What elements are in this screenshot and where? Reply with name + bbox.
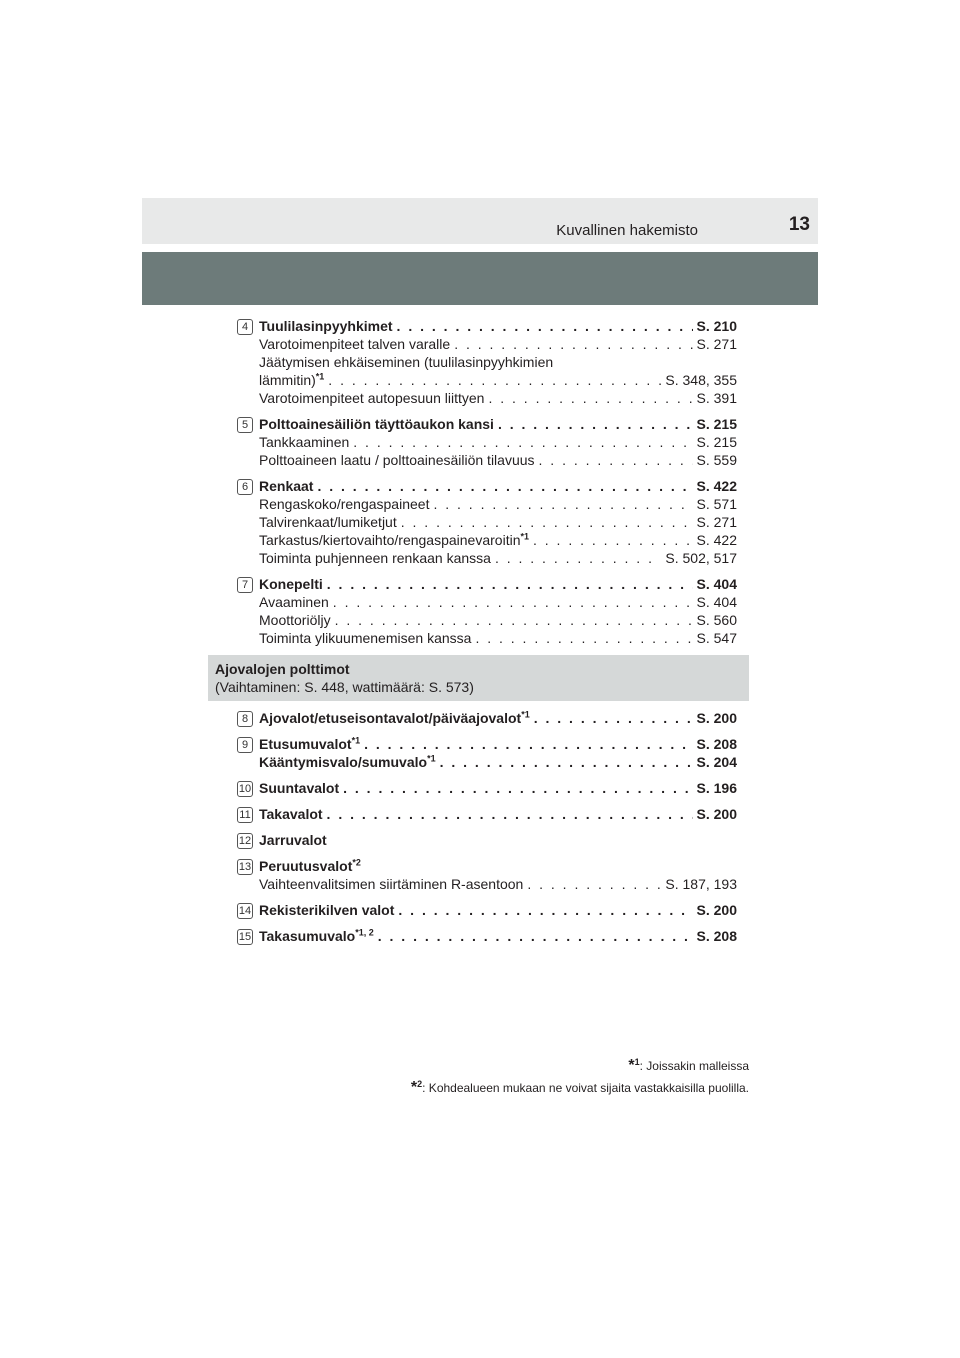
header-band <box>142 198 818 244</box>
footnotes <box>411 1055 749 1099</box>
dot-leader <box>327 805 693 823</box>
entry-heading <box>259 477 737 495</box>
index-entry <box>237 477 737 567</box>
entry-text: Rengaskoko/rengaspaineet <box>259 496 430 512</box>
page-reference: S. 348, 355 <box>665 372 737 388</box>
entry-heading <box>259 317 737 335</box>
dot-leader <box>488 389 692 407</box>
page-reference: S. 560 <box>696 612 737 628</box>
entry-number-badge: 15 <box>238 931 252 943</box>
entry-number-badge: 6 <box>237 479 253 495</box>
entry-text: Tankkaaminen <box>259 434 350 450</box>
page-reference: S. 200 <box>696 806 737 822</box>
entry-text: Takasumuvalo$^{*1, 2}$ <box>259 927 374 944</box>
dot-leader <box>398 901 692 919</box>
page-reference: S. 391 <box>696 390 737 406</box>
footnote-mark: *1 <box>521 709 530 720</box>
dot-leader <box>534 709 693 727</box>
footnote-2: *$^2$: Kohdealueen mukaan ne voivat sijaita vastakkaisilla puolilla. <box>410 1079 749 1096</box>
entry-subitem <box>259 353 737 371</box>
entry-text: Jarruvalot <box>259 832 327 848</box>
index-entry <box>237 805 737 823</box>
page-reference: S. 200 <box>696 902 737 918</box>
entry-heading <box>259 927 737 945</box>
footnote-mark: *1 <box>315 371 325 382</box>
entry-subitem <box>259 389 737 407</box>
entry-heading <box>259 575 737 593</box>
index-entry <box>237 575 737 647</box>
dot-leader <box>498 415 693 433</box>
index-entry <box>237 831 737 849</box>
entry-text: Polttoaineen laatu / polttoainesäiliön tilavuus <box>259 452 535 468</box>
entry-heading <box>259 735 737 753</box>
index-entry <box>237 901 737 919</box>
entry-number-badge: 8 <box>237 711 253 727</box>
page-reference: S. 200 <box>696 710 737 726</box>
footnote-mark: *1 <box>351 735 361 746</box>
footnote-mark: *1 <box>520 531 529 542</box>
entry-subitem <box>259 495 737 513</box>
entry-text: Ajovalot/etuseisontavalot/päiväajovalot$^{*1}$ <box>259 709 530 726</box>
page-reference: S. 210 <box>696 318 737 334</box>
page-reference: S. 215 <box>696 434 737 450</box>
entry-text: lämmitin)$^{*1}$ <box>259 371 325 388</box>
index-entry <box>237 857 737 893</box>
entry-number-badge: 7 <box>237 577 253 593</box>
entry-number-badge: 9 <box>237 737 253 753</box>
page-reference: S. 215 <box>696 416 737 432</box>
dot-leader <box>353 433 692 451</box>
dot-leader <box>333 593 693 611</box>
index-entry <box>237 779 737 797</box>
footnote-mark: *1 <box>427 753 436 764</box>
page-reference: S. 547 <box>696 630 737 646</box>
page-reference: S. 404 <box>696 594 737 610</box>
dot-leader <box>475 629 692 647</box>
entry-subitem <box>259 875 737 893</box>
entry-number-badge: 14 <box>238 905 252 917</box>
dot-leader <box>454 335 692 353</box>
page-reference: S. 422 <box>696 532 737 548</box>
index-entry <box>237 927 737 945</box>
page-reference: S. 271 <box>696 514 737 530</box>
entry-subitem <box>259 371 737 389</box>
entry-subitem <box>259 513 737 531</box>
footnote-mark: *1, 2 <box>355 927 374 938</box>
entry-subitem <box>259 433 737 451</box>
page-reference: S. 196 <box>696 780 737 796</box>
entry-subitem <box>259 593 737 611</box>
page-reference: S. 208 <box>696 736 737 752</box>
entry-text: Tarkastus/kiertovaihto/rengaspainevaroitin$^{*1}$ <box>259 531 529 548</box>
entry-subitem <box>259 335 737 353</box>
entry-heading <box>259 753 737 771</box>
entry-subitem <box>259 531 737 549</box>
header-bar <box>142 252 818 305</box>
page-reference: S. 422 <box>696 478 737 494</box>
entry-text: Tuulilasinpyyhkimet <box>259 318 393 334</box>
entry-number-badge: 10 <box>238 783 252 795</box>
dot-leader <box>397 317 693 335</box>
dot-leader <box>539 451 693 469</box>
entry-text: Takavalot <box>259 806 323 822</box>
entry-text: Kääntymisvalo/sumuvalo$^{*1}$ <box>259 753 436 770</box>
entry-text: Peruutusvalot$^{*2}$ <box>259 857 361 874</box>
entry-text: Suuntavalot <box>259 780 340 796</box>
index-entry <box>237 735 737 771</box>
entry-text: Toiminta ylikuumenemisen kanssa <box>259 630 472 646</box>
page-reference: S. 571 <box>696 496 737 512</box>
entry-number-badge: 12 <box>238 835 252 847</box>
index-list-lower <box>237 709 737 953</box>
entry-text: Jäätymisen ehkäiseminen (tuulilasinpyyhkimien <box>259 354 554 370</box>
entry-heading <box>259 415 737 433</box>
entry-text: Avaaminen <box>259 594 329 610</box>
entry-number-badge: 11 <box>237 807 253 823</box>
entry-text: Varotoimenpiteet autopesuun liittyen <box>259 390 485 406</box>
entry-text: Varotoimenpiteet talven varalle <box>259 336 451 352</box>
entry-text: Vaihteenvalitsimen siirtäminen R-asentoon <box>259 876 524 892</box>
entry-heading <box>259 901 737 919</box>
page-reference: S. 187, 193 <box>665 876 737 892</box>
entry-text: Konepelti <box>259 576 323 592</box>
entry-number-badge: 4 <box>237 319 253 335</box>
dot-leader <box>327 575 693 593</box>
index-entry <box>237 317 737 407</box>
entry-heading <box>259 779 737 797</box>
dot-leader <box>343 779 692 797</box>
page-reference: S. 208 <box>696 928 737 944</box>
page-reference: S. 502, 517 <box>665 550 737 566</box>
dot-leader <box>527 875 661 893</box>
dot-leader <box>401 513 693 531</box>
dot-leader <box>440 753 693 771</box>
entry-subitem <box>259 629 737 647</box>
page-reference: S. 404 <box>696 576 737 592</box>
entry-number-badge: 5 <box>237 417 253 433</box>
dot-leader <box>495 549 661 567</box>
entry-heading <box>259 805 737 823</box>
header-title: Kuvallinen hakemisto <box>556 222 698 239</box>
entry-text: Moottoriöljy <box>259 612 331 628</box>
entry-subitem <box>259 549 737 567</box>
entry-text: Polttoainesäiliön täyttöaukon kansi <box>259 416 494 432</box>
page-number: 13 <box>788 214 810 235</box>
section-band <box>208 655 749 701</box>
index-entry <box>237 415 737 469</box>
entry-heading <box>259 831 737 849</box>
dot-leader <box>364 735 692 753</box>
section-title: Ajovalojen polttimot <box>215 661 350 677</box>
footnote-mark: *2 <box>352 857 361 868</box>
entry-text: Renkaat <box>259 478 314 494</box>
footnote-1: *$^1$: Joissakin malleissa <box>628 1057 749 1074</box>
entry-subitem <box>259 451 737 469</box>
page-reference: S. 271 <box>696 336 737 352</box>
page-reference: S. 559 <box>696 452 737 468</box>
dot-leader <box>317 477 692 495</box>
index-entry <box>237 709 737 727</box>
entry-text: Rekisterikilven valot <box>259 902 395 918</box>
dot-leader <box>533 531 693 549</box>
index-list-upper <box>237 317 737 655</box>
entry-text: Toiminta puhjenneen renkaan kanssa <box>259 550 491 566</box>
entry-heading <box>259 857 737 875</box>
dot-leader <box>328 371 661 389</box>
dot-leader <box>378 927 693 945</box>
entry-heading <box>259 709 737 727</box>
page-reference: S. 204 <box>696 754 737 770</box>
entry-text: Talvirenkaat/lumiketjut <box>259 514 397 530</box>
entry-number-badge: 13 <box>238 861 252 873</box>
dot-leader <box>433 495 692 513</box>
entry-subitem <box>259 611 737 629</box>
dot-leader <box>335 611 693 629</box>
section-subtitle: (Vaihtaminen: S. 448, wattimäärä: S. 573) <box>215 679 474 695</box>
entry-text: Etusumuvalot$^{*1}$ <box>259 735 361 752</box>
